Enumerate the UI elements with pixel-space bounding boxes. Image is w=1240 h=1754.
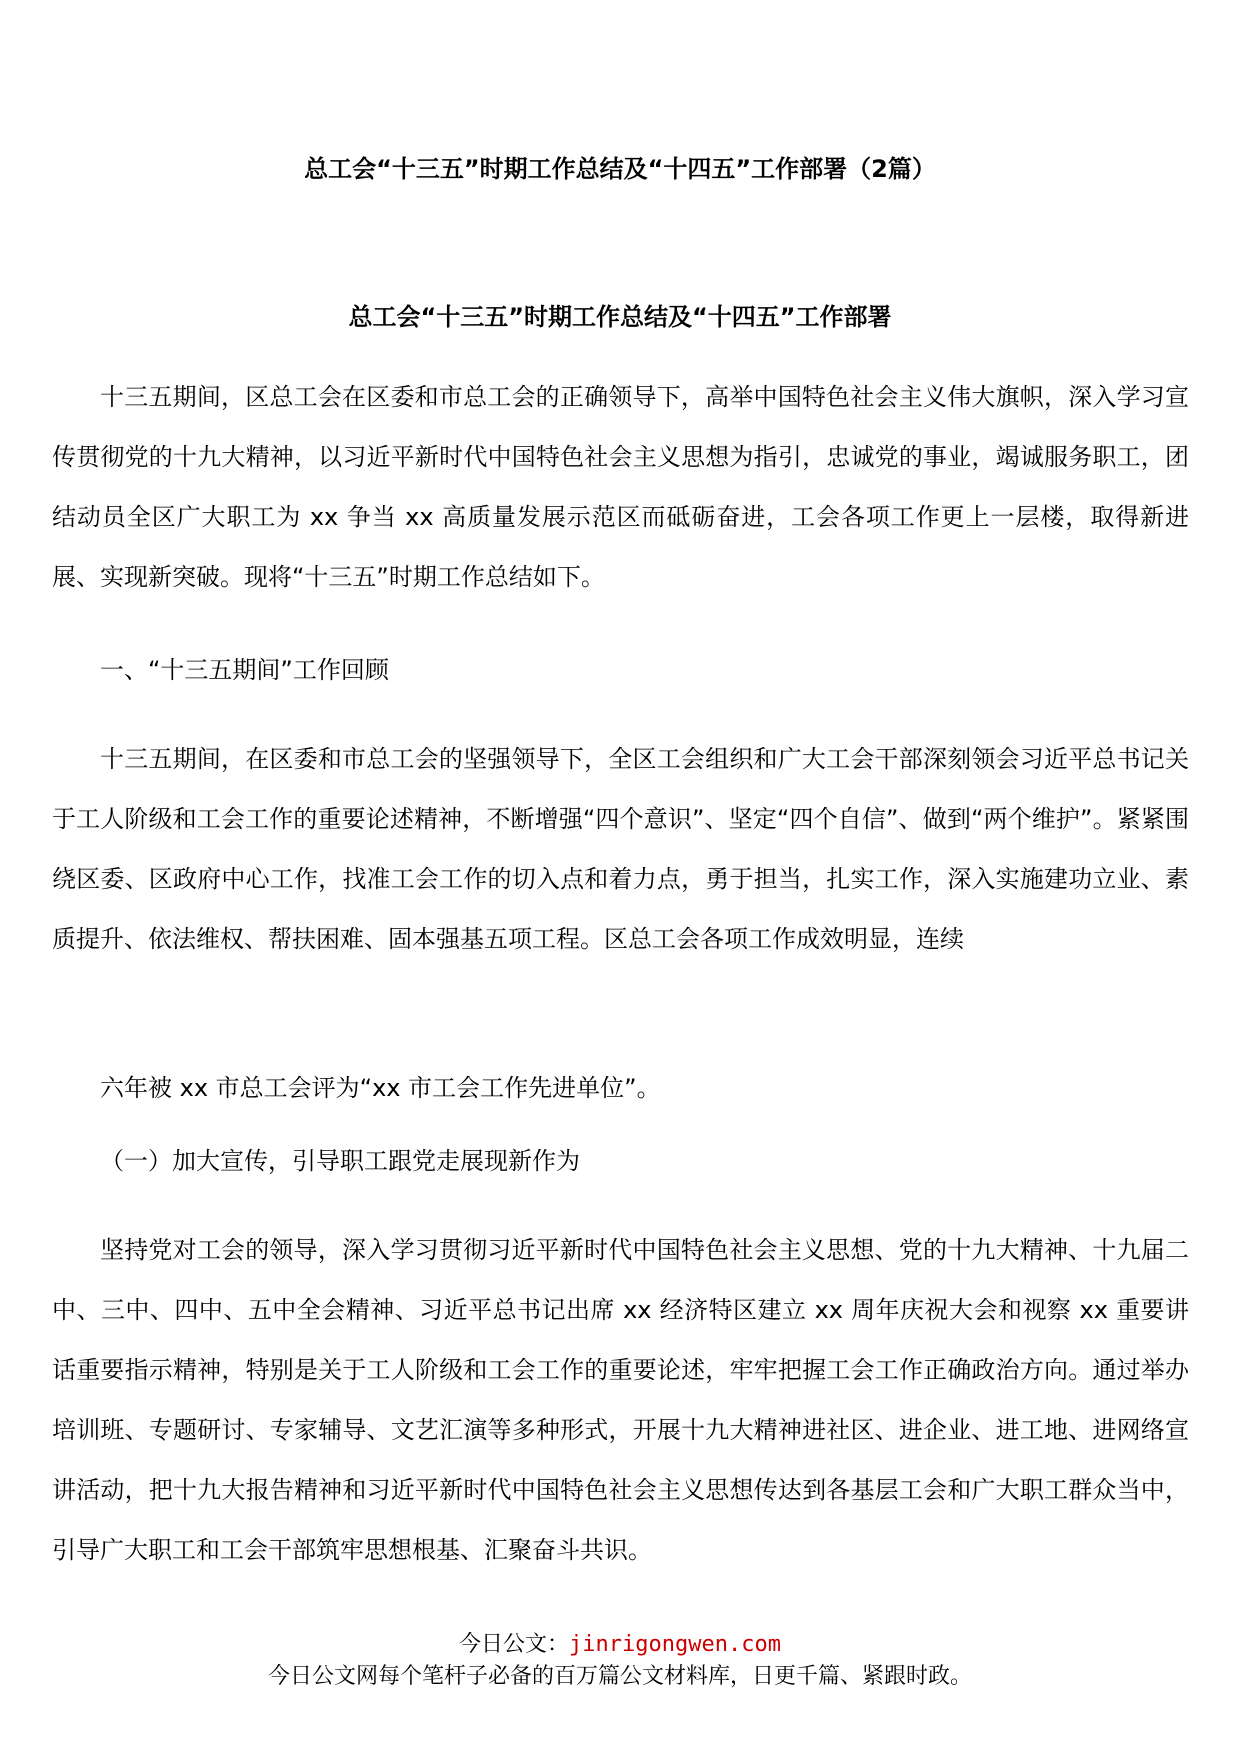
footer-site-label: 今日公文：	[459, 1632, 570, 1657]
heading-publicity: （一）加大宣传，引导职工跟党走展现新作为	[100, 1147, 580, 1175]
heading-review: 一、“十三五期间”工作回顾	[100, 656, 389, 684]
footer-site	[0, 1630, 1240, 1660]
paragraph-publicity: 坚持党对工会的领导，深入学习贯彻习近平新时代中国特色社会主义思想、党的十九大精神、十九届二中、三中、四中、五中全会精神、习近平总书记出席 xx 经济特区建立 xx 周年庆祝大会和视察 xx 重要讲话重要指示精神，特别是关于工人阶级和工会工作的重要论述，牢牢把握工会工作正确政治方向。通过举办培训班、专题研讨、专家辅导、文艺汇演等多种形式，开展十九大精神进社区、进企业、进工地、进网络宣讲活动，把十九大报告精神和习近平新时代中国特色社会主义思想传达到各基层工会和广大职工群众当中，引导广大职工和工会干部筑牢思想根基、汇聚奋斗共识。	[52, 1236, 1189, 1564]
paragraph-review-continued: 六年被 xx 市总工会评为“xx 市工会工作先进单位”。	[100, 1074, 661, 1102]
paragraph-review: 十三五期间，在区委和市总工会的坚强领导下，全区工会组织和广大工会干部深刻领会习近平总书记关于工人阶级和工会工作的重要论述精神，不断增强“四个意识”、坚定“四个自信”、做到“两个维护”。紧紧围绕区委、区政府中心工作，找准工会工作的切入点和着力点，勇于担当，扎实工作，深入实施建功立业、素质提升、依法维权、帮扶困难、固本强基五项工程。区总工会各项工作成效明显，连续	[52, 745, 1189, 953]
section-title: 总工会“十三五”时期工作总结及“十四五”工作部署	[348, 303, 892, 331]
footer-site-link[interactable]: jinrigongwen.com	[569, 1632, 781, 1657]
document-title: 总工会“十三五”时期工作总结及“十四五”工作部署（2篇）	[304, 155, 936, 183]
footer-slogan: 今日公文网每个笔杆子必备的百万篇公文材料库，日更千篇、紧跟时政。	[267, 1664, 972, 1689]
paragraph-intro: 十三五期间，区总工会在区委和市总工会的正确领导下，高举中国特色社会主义伟大旗帜，深入学习宣传贯彻党的十九大精神，以习近平新时代中国特色社会主义思想为指引，忠诚党的事业，竭诚服务职工，团结动员全区广大职工为 xx 争当 xx 高质量发展示范区而砥砺奋进，工会各项工作更上一层楼，取得新进展、实现新突破。现将“十三五”时期工作总结如下。	[52, 383, 1189, 591]
